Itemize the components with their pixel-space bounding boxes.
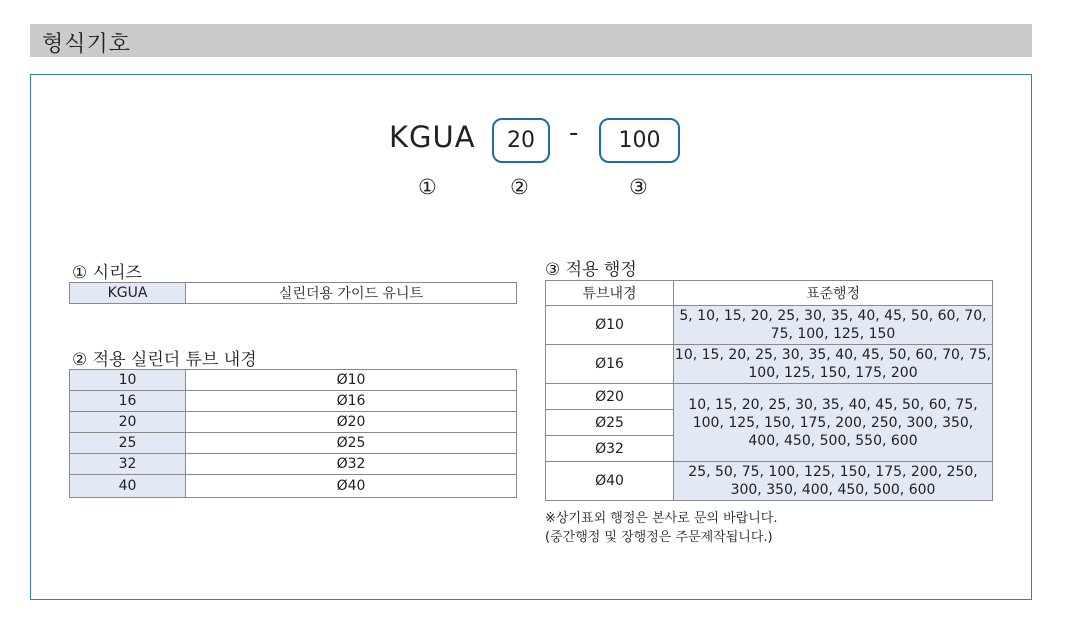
bore-code-cell: 10: [70, 370, 186, 391]
stroke-table: [545, 280, 993, 501]
series-title: ① 시리즈: [72, 263, 142, 283]
bore-size-cell: Ø40: [186, 475, 517, 498]
stroke-values-cell: 10, 15, 20, 25, 30, 35, 40, 45, 50, 60, 70, 75, 100, 125, 150, 175, 200: [674, 345, 993, 384]
table-row: [546, 345, 993, 384]
stroke-values-cell: 25, 50, 75, 100, 125, 150, 175, 200, 250, 300, 350, 400, 450, 500, 600: [674, 462, 993, 501]
stroke-bore-cell: Ø16: [546, 345, 674, 384]
stroke-bore-cell: Ø25: [546, 410, 674, 436]
series-desc-cell: 실린더용 가이드 유니트: [186, 283, 517, 304]
stroke-bore-cell: Ø32: [546, 436, 674, 462]
header-bar: [30, 24, 1032, 57]
marker-series: ①: [418, 175, 437, 199]
stroke-bore-cell: Ø40: [546, 462, 674, 501]
table-row: [546, 306, 993, 345]
bore-code-cell: 20: [70, 412, 186, 433]
series-table: [69, 282, 517, 304]
stroke-code-value: 100: [618, 128, 661, 153]
bore-title: ② 적용 실린더 튜브 내경: [72, 350, 257, 370]
header-strokes: 표준행정: [674, 281, 993, 306]
bore-code-cell: 40: [70, 475, 186, 498]
stroke-title: ③ 적용 행정: [545, 260, 637, 280]
bore-code-cell: 16: [70, 391, 186, 412]
bore-code-cell: 32: [70, 454, 186, 475]
bore-size-cell: Ø32: [186, 454, 517, 475]
table-row: [70, 283, 517, 304]
note-line-1: ※상기표외 행정은 본사로 문의 바랍니다.: [545, 511, 778, 526]
bore-size-cell: Ø20: [186, 412, 517, 433]
table-header-row: [546, 281, 993, 306]
table-row: [546, 462, 993, 501]
page-title: 형식기호: [42, 32, 132, 57]
stroke-values-cell: 10, 15, 20, 25, 30, 35, 40, 45, 50, 60, 75, 100, 125, 150, 175, 200, 250, 300, 350, 400, 450, 500, 550, 600: [674, 384, 993, 462]
table-row: [546, 384, 993, 410]
header-bore: 튜브내경: [546, 281, 674, 306]
stroke-bore-cell: Ø20: [546, 384, 674, 410]
bore-code-value: 20: [507, 128, 535, 153]
table-row: [70, 370, 517, 391]
bore-code-box: [492, 118, 550, 163]
stroke-values-cell: 5, 10, 15, 20, 25, 30, 35, 40, 45, 50, 60, 70, 75, 100, 125, 150: [674, 306, 993, 345]
table-row: [70, 412, 517, 433]
marker-stroke: ③: [629, 175, 648, 199]
model-code: KGUA: [389, 120, 476, 154]
stroke-code-box: [599, 118, 680, 163]
table-row: [70, 391, 517, 412]
series-code-cell: KGUA: [70, 283, 186, 304]
bore-size-cell: Ø25: [186, 433, 517, 454]
bore-code-cell: 25: [70, 433, 186, 454]
code-dash: -: [569, 118, 579, 148]
table-row: [70, 475, 517, 498]
bore-table: [69, 369, 517, 498]
table-row: [70, 433, 517, 454]
stroke-bore-cell: Ø10: [546, 306, 674, 345]
bore-size-cell: Ø10: [186, 370, 517, 391]
table-row: [70, 454, 517, 475]
marker-bore: ②: [510, 175, 529, 199]
note-line-2: (중간행정 및 장행정은 주문제작됩니다.): [545, 530, 773, 545]
bore-size-cell: Ø16: [186, 391, 517, 412]
